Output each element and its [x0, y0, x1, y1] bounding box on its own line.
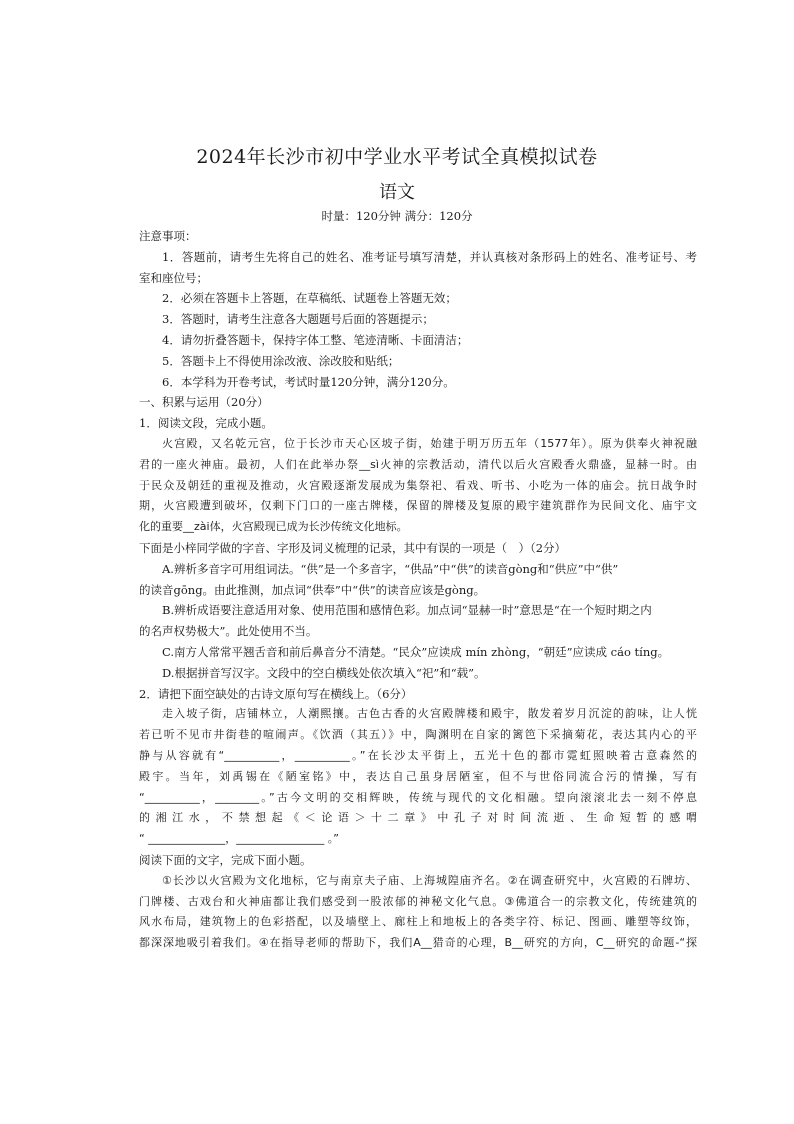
poem-line: “ ______________，________________ 。”	[139, 832, 339, 846]
reading-line: 风水布局，建筑物上的色彩搭配，以及墙壁上、廊柱上和地板上的各类字符、标记、图画、雕塑等纹饰，	[139, 915, 697, 929]
notice-item: 1．答题前，请考生先将自己的姓名、准考证号填写清楚，并认真核对条形码上的姓名、准考证号、考	[162, 249, 697, 264]
question-intro: 1．阅读文段，完成小题。	[139, 416, 273, 431]
notice-item: 5．答题卡上不得使用涂改液、涂改胶和贴纸；	[162, 353, 400, 368]
option-line: A.辨析多音字可用组词法。“供”是一个多音字，“供品”中“供”的读音gòng和“供应”中“供”	[162, 561, 619, 576]
passage-line: 火宫殿，又名乾元宫，位于长沙市天心区坡子街，始建于明万历五年（1577年）。原为供奉火神祝融	[162, 436, 697, 450]
exam-meta: 时量：120分钟 满分：120分	[321, 209, 473, 223]
exam-body	[139, 226, 697, 954]
passage-line: 期，火宫殿遭到破坏，仅剩下门口的一座古牌楼，保留的牌楼及复原的殿宇建筑群作为民间文化、庙宇文	[139, 499, 697, 513]
question-intro: 阅读下面的文字，完成下面小题。	[139, 852, 312, 867]
notice-item: 室和座位号；	[139, 270, 208, 285]
poem-line: 静与从容就有“__________，__________。”在长沙太平街上，五光十色的都市霓虹照映着古意森然的	[139, 748, 697, 762]
reading-line: ①长沙以火宫殿为文化地标，它与南京夫子庙、上海城隍庙齐名。②在调查研究中，火宫殿的石牌坊、	[162, 873, 697, 887]
subject-heading: 语文	[379, 182, 415, 203]
question-stem: 2．请把下面空缺处的古诗文原句写在横线上。（6分）	[139, 686, 413, 701]
option-line: 的读音gōng。由此推测，加点词“供奉”中“供”的读音应该是gòng。	[139, 582, 486, 597]
poem-line: 若已听不见市井街巷的喧闹声。《饮酒（其五）》中，陶渊明在自家的篱笆下采摘菊花，表达其内心的平	[139, 728, 697, 742]
reading-line: 门牌楼、古戏台和火神庙都让我们感受到一股浓郁的神秘文化气息。③佛道合一的宗教文化，传统建筑的	[139, 894, 697, 908]
passage-line: 化的重要__zài体，火宫殿现已成为长沙传统文化地标。	[139, 520, 408, 534]
passage-line: 君的一座火神庙。最初，人们在此举办祭__sì火神的宗教活动，清代以后火宫殿香火鼎盛，显赫一时。由	[139, 457, 697, 471]
poem-line: “__________，________。”古今文明的交相辉映，传统与现代的文化相融。望向滚滚北去一刻不停息	[139, 790, 697, 804]
notice-heading: 注意事项：	[139, 229, 197, 243]
notice-item: 3．答题时，请考生注意各大题题号后面的答题提示；	[162, 312, 434, 327]
option-line: 的名声权势极大”。此处使用不当。	[139, 624, 318, 639]
option-line: D.根据拼音写汉字。文段中的空白横线处依次填入“祀”和“载”。	[162, 665, 486, 680]
notice-item: 6．本学科为开卷考试，考试时量120分钟，满分120分。	[162, 374, 455, 389]
option-line: C.南方人常常平翘舌音和前后鼻音分不清楚。“民众”应读成 mín zhòng，“朝廷”应读成 cáo tíng。	[162, 644, 670, 659]
reading-line: 都深深地吸引着我们。④在指导老师的帮助下，我们A__猎奇的心理，B__研究的方向，C__研究的命题-“探	[139, 936, 697, 950]
poem-line: 走入坡子街，店铺林立，人潮熙攘。古色古香的火宫殿牌楼和殿宇，散发着岁月沉淀的韵味，让人恍	[162, 707, 697, 721]
notice-item: 4．请勿折叠答题卡，保持字体工整、笔迹清晰、卡面清洁；	[162, 332, 469, 347]
poem-line: 的湘江水，不禁想起《＜论语＞十二章》中孔子对时间流逝、生命短暂的感喟	[139, 811, 697, 825]
passage-line: 于民众及朝廷的重视及推动，火宫殿逐渐发展成为集祭祀、看戏、听书、小吃为一体的庙会。抗日战争时	[139, 478, 697, 492]
section-heading: 一、积累与运用（20分）	[139, 395, 269, 410]
question-stem: 下面是小梓同学做的字音、字形及词义梳理的记录，其中有误的一项是（ ）（2分）	[139, 540, 567, 555]
notice-item: 2．必须在答题卡上答题，在草稿纸、试题卷上答题无效；	[162, 291, 457, 306]
option-line: B.辨析成语要注意适用对象、使用范围和感情色彩。加点词“显赫一时”意思是“在一个短时期之内	[162, 603, 652, 618]
poem-line: 殿宇。当年，刘禹锡在《陋室铭》中，表达自己虽身居陋室，但不与世俗同流合污的情操，写有	[139, 769, 697, 783]
exam-title: 2024年长沙市初中学业水平考试全真模拟试卷	[196, 146, 598, 168]
